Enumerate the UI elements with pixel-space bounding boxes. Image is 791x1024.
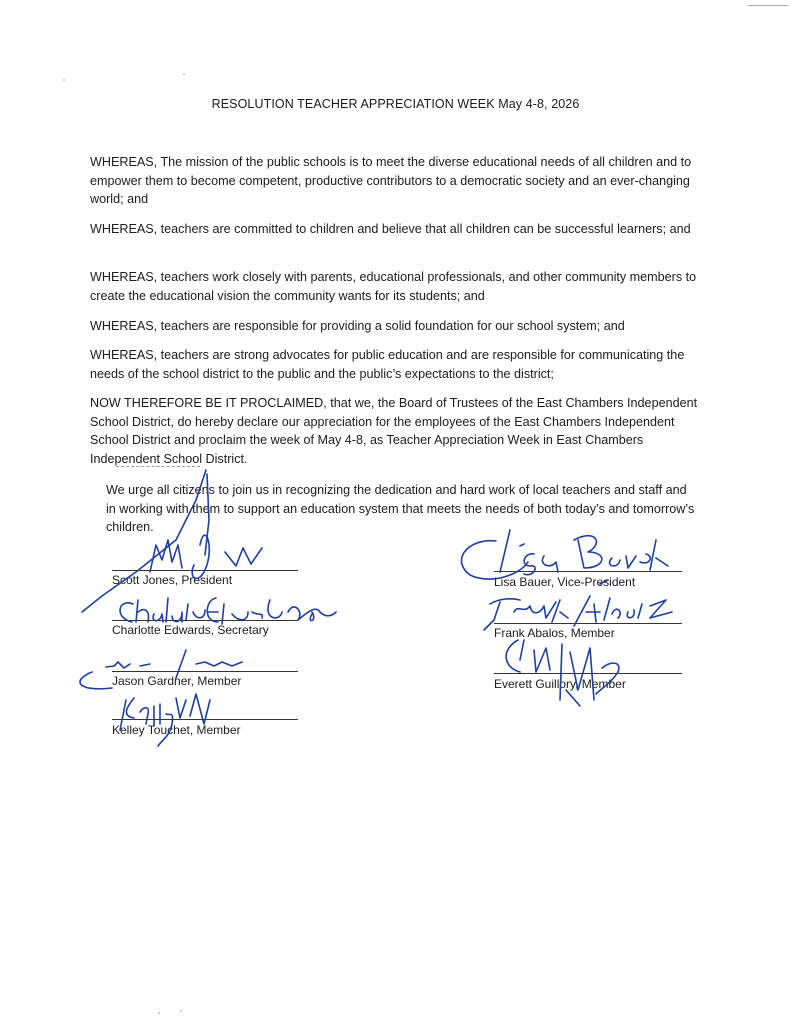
signature-label-president: Scott Jones, President <box>112 573 233 587</box>
signature-jason-gardner <box>80 650 242 689</box>
scan-edge-mark <box>748 5 788 6</box>
scan-speck <box>183 73 185 75</box>
proclamation-paragraph: NOW THEREFORE BE IT PROCLAIMED, that we, the Board of Trustees of the East Chambers Independent School District, do hereby declare our appreciation for the employees of the East Chambers Independent School District and proclaim the week of May 4-8, as Teacher Appreciation Week in East Chambers Independent School District. <box>90 396 698 466</box>
signature-charlotte-edwards <box>120 598 336 624</box>
signature-frank-abalos <box>484 580 672 630</box>
signature-label-member-guillory: Everett Guillory, Member <box>494 677 626 691</box>
signature-label-vice-president: Lisa Bauer, Vice-President <box>494 575 636 589</box>
urge-citizens-paragraph: We urge all citizens to join us in recognizing the dedication and hard work of local teachers and staff and in working with them to support an education system that meets the needs of both today’s and tomorrow’s children. <box>106 483 695 534</box>
whereas-mission-paragraph: WHEREAS, The mission of the public schools is to meet the diverse educational needs of all children and to empower them to become competent, productive contributors to a democratic society and an ever-changing world; and <box>90 155 692 206</box>
signature-label-secretary: Charlotte Edwards, Secretary <box>112 623 269 637</box>
pen-stroke <box>82 470 206 612</box>
signature-label-member-gardner: Jason Gardner, Member <box>112 674 242 688</box>
signature-lisa-bauer <box>462 530 668 579</box>
whereas-foundation-paragraph: WHEREAS, teachers are responsible for providing a solid foundation for our school system; and <box>90 319 625 333</box>
document-title: RESOLUTION TEACHER APPRECIATION WEEK May 4-8, 2026 <box>211 97 580 111</box>
signature-label-member-abalos: Frank Abalos, Member <box>494 626 615 640</box>
scan-speck <box>158 1012 160 1014</box>
scan-edge-mark <box>116 466 200 467</box>
whereas-advocates-paragraph: WHEREAS, teachers are strong advocates for public education and are responsible for communicating the needs of the school district to the public and the public’s expectations to the district; <box>90 348 685 381</box>
whereas-committed-paragraph: WHEREAS, teachers are committed to children and believe that all children can be successful learners; and <box>90 222 691 236</box>
whereas-collaborate-paragraph: WHEREAS, teachers work closely with parents, educational professionals, and other community members to create the educational vision the community wants for its students; and <box>90 270 697 303</box>
signature-label-member-touchet: Kelley Touchet, Member <box>112 723 241 737</box>
scan-speck <box>63 79 65 81</box>
signature-everett-guillory <box>506 640 619 706</box>
signature-kelley-touchet <box>120 694 210 746</box>
scan-speck <box>180 1010 182 1012</box>
